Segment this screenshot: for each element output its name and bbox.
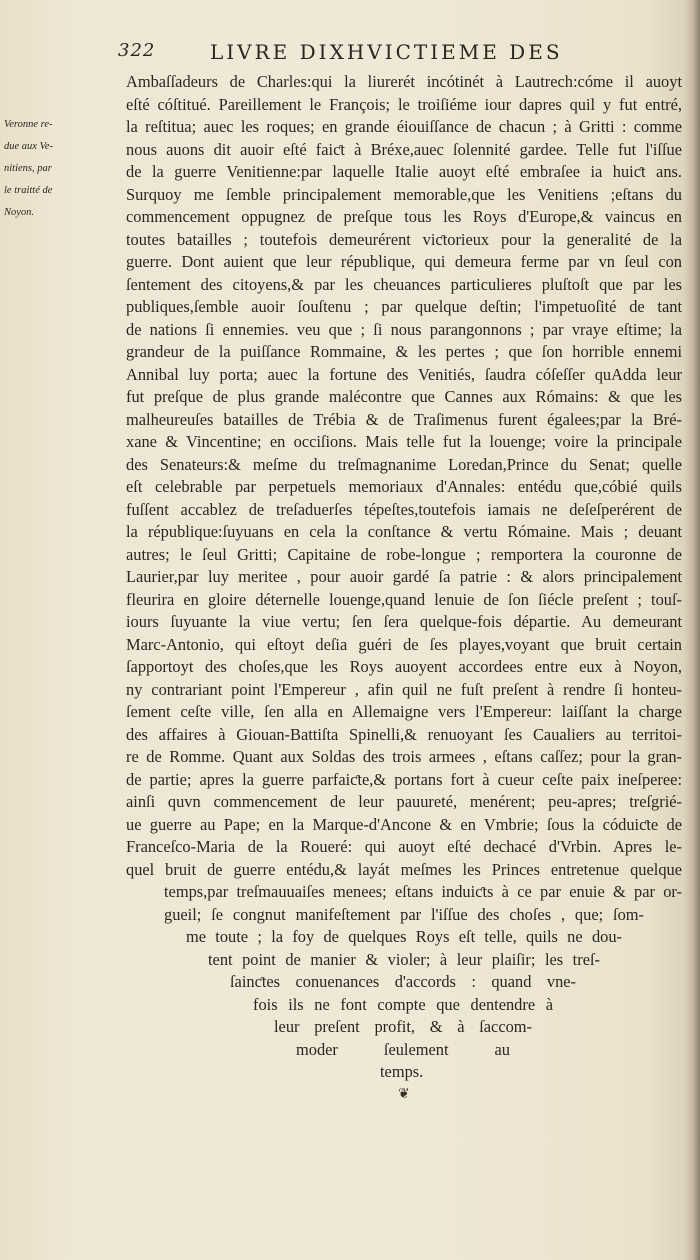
taper-line: temps,par treſmauuaiſes menees; eſtans induiƈts à ce par enuie & par or- — [164, 882, 682, 901]
text-line: autres; le ſeul Gritti; Capitaine de robe-longue ; remportera la couronne de — [126, 544, 682, 564]
text-line: Laurier,par luy meritee , pour auoir gardé ſa patrie : & alors principalement — [126, 567, 682, 586]
text-line: publiques,ſemble auoir ſouſtenu ; par quelque deſtin; l'impetuoſité de tant — [126, 297, 682, 316]
taper-line: fois ils ne font compte que dentendre à — [253, 994, 553, 1014]
text-line: xane & Vincentine; en occiſions. Mais telle fut la louenge; voire la principale — [126, 432, 682, 451]
text-line: de la guerre Venitienne:par laquelle Italie auoyt eſté embraſee ia huiƈt ans. — [126, 162, 682, 181]
tapered-conclusion — [126, 881, 682, 1084]
text-line: Surquoy me ſemble principalement memorable,que les Venitiens ;eſtans du — [126, 184, 682, 204]
text-line: ue guerre au Pape; en la Marque-d'Ancone & en Vmbrie; ſous la códuiƈte de — [126, 814, 682, 834]
text-line: de partie; apres la guerre parfaiƈte,& portans fort à cueur ceſte paix ineſperee: — [126, 769, 682, 789]
margin-note-line: nitiens, par — [4, 163, 52, 174]
text-line: nous auons dit auoir eſté faiƈt à Bréxe,auec ſolennité gardee. Telle fut l'iſſue — [126, 139, 682, 159]
text-line: la reſtitua; auec les roques; en grande éiouiſſance de chacun ; à Gritti : comme — [126, 117, 682, 136]
text-line: eſté cóſtitué. Pareillement le François; le troiſiéme iour dapres quil y fut entré, — [126, 94, 682, 114]
text-line: ainſi quvn commencement de leur pauureté, menérent; peu-apres; treſgrié- — [126, 792, 682, 811]
text-line: ſement ceſte ville, ſen alla en Allemaigne vers l'Empereur: laiſſant la charge — [126, 702, 682, 721]
page-number: 322 — [118, 40, 156, 61]
margin-note-line: Noyon. — [4, 207, 35, 218]
tailpiece-ornament: ❦ — [398, 1086, 410, 1102]
margin-note-line: Veronne re- — [4, 119, 53, 130]
page-gutter-shadow — [684, 0, 700, 1260]
text-line: quel bruit de guerre entédu,& layát meſmes les Princes entretenue quelque — [126, 859, 682, 879]
text-line: ny contrariant point l'Empereur , afin quil ne fuſt preſent à rendre ſi honteu- — [126, 679, 682, 699]
text-line: re de Romme. Quant aux Soldas des trois armees , eſtans caſſez; pour la gran- — [126, 747, 682, 766]
text-line: malheureuſes batailles de Trébia & de Traſimenus furent égalees;par la Bré- — [126, 409, 682, 429]
text-line: Annibal luy porta; auec la fortune des Venitiés, ſaudra cóſeſſer quAdda leur — [126, 364, 682, 384]
taper-line: me toute ; la foy de quelques Roys eſt telle, quils ne dou- — [186, 927, 622, 946]
taper-line: ſainƈtes conuenances d'accords : quand vne- — [230, 972, 576, 991]
taper-line: moder ſeulement au — [296, 1039, 510, 1059]
text-line: ſentement des citoyens,& par les cheuances particulieres pluſtoſt que par les — [126, 274, 682, 294]
text-line: fleurira en gloire déternelle louenge,quand lenuie de ſon ſiécle preſent ; touſ- — [126, 589, 682, 609]
text-line: guerre. Dont auient que leur république, qui demeura ferme par vn ſeul con — [126, 252, 682, 271]
text-line: Ambaſſadeurs de Charles:qui la liurerét incótinét à Lautrech:cóme il auoyt — [126, 72, 682, 91]
text-line: iours ſuyuante la viue vertu; ſen ſera quelque-fois départie. Au demeurant — [126, 612, 682, 631]
text-line: ſapportoyt des choſes,que les Roys auoyent accordees entre eux à Noyon, — [126, 657, 682, 676]
page-header — [118, 40, 693, 70]
text-line: des affaires à Giouan-Battiſta Spinelli,& renuoyant ſes Caualiers au territoi- — [126, 724, 682, 744]
text-line: Marc-Antonio, qui eſtoyt deſia guéri de ſes playes,voyant que bruit certain — [126, 634, 682, 654]
taper-line: gueil; ſe congnut manifeſtement par l'iſſue des choſes , que; ſom- — [164, 904, 644, 924]
text-line: toutes batailles ; toutefois demeurérent viƈtorieux pour la generalité de la — [126, 229, 682, 249]
text-line: fut preſque de plus grande malécontre que Cannes aux Rómains: & que les — [126, 387, 682, 406]
running-head: LIVRE DIXHVICTIEME DES — [210, 40, 563, 64]
taper-line: temps. — [380, 1062, 424, 1081]
text-line: fuſſent accablez de treſaduerſes tépeſtes,toutefois iamais ne deſeſperérent de — [126, 499, 682, 519]
text-line: grandeur de la puiſſance Rommaine, & les pertes ; que ſon horrible ennemi — [126, 342, 682, 361]
text-line: la république:ſuyuans en cela la conſtance & vertu Rómaine. Mais ; deuant — [126, 522, 682, 541]
taper-line: leur preſent profit, & à ſaccom- — [274, 1017, 532, 1036]
text-line: Franceſco-Maria de la Roueré: qui auoyt eſté dechacé d'Vrbin. Apres le- — [126, 837, 682, 856]
text-line: des Senateurs:& meſme du treſmagnanime Loredan,Prince du Senat; quelle — [126, 454, 682, 474]
text-line: commencement oppugnez de preſque tous les Roys d'Europe,& vaincus en — [126, 207, 682, 226]
margin-note-line: due aux Ve- — [4, 141, 53, 152]
margin-note-line: le traitté de — [4, 185, 53, 196]
margin-note — [4, 114, 122, 224]
text-line: de nations ſi ennemies. veu que ; ſi nous parangonnons ; par vraye eſtime; la — [126, 319, 682, 339]
taper-line: tent point de manier & violer; à leur plaiſir; les treſ- — [208, 949, 600, 969]
text-line: eſt celebrable par perpetuels memoriaux d'Annales: entédu que,cóbié quils — [126, 477, 682, 496]
body-text — [126, 71, 682, 881]
